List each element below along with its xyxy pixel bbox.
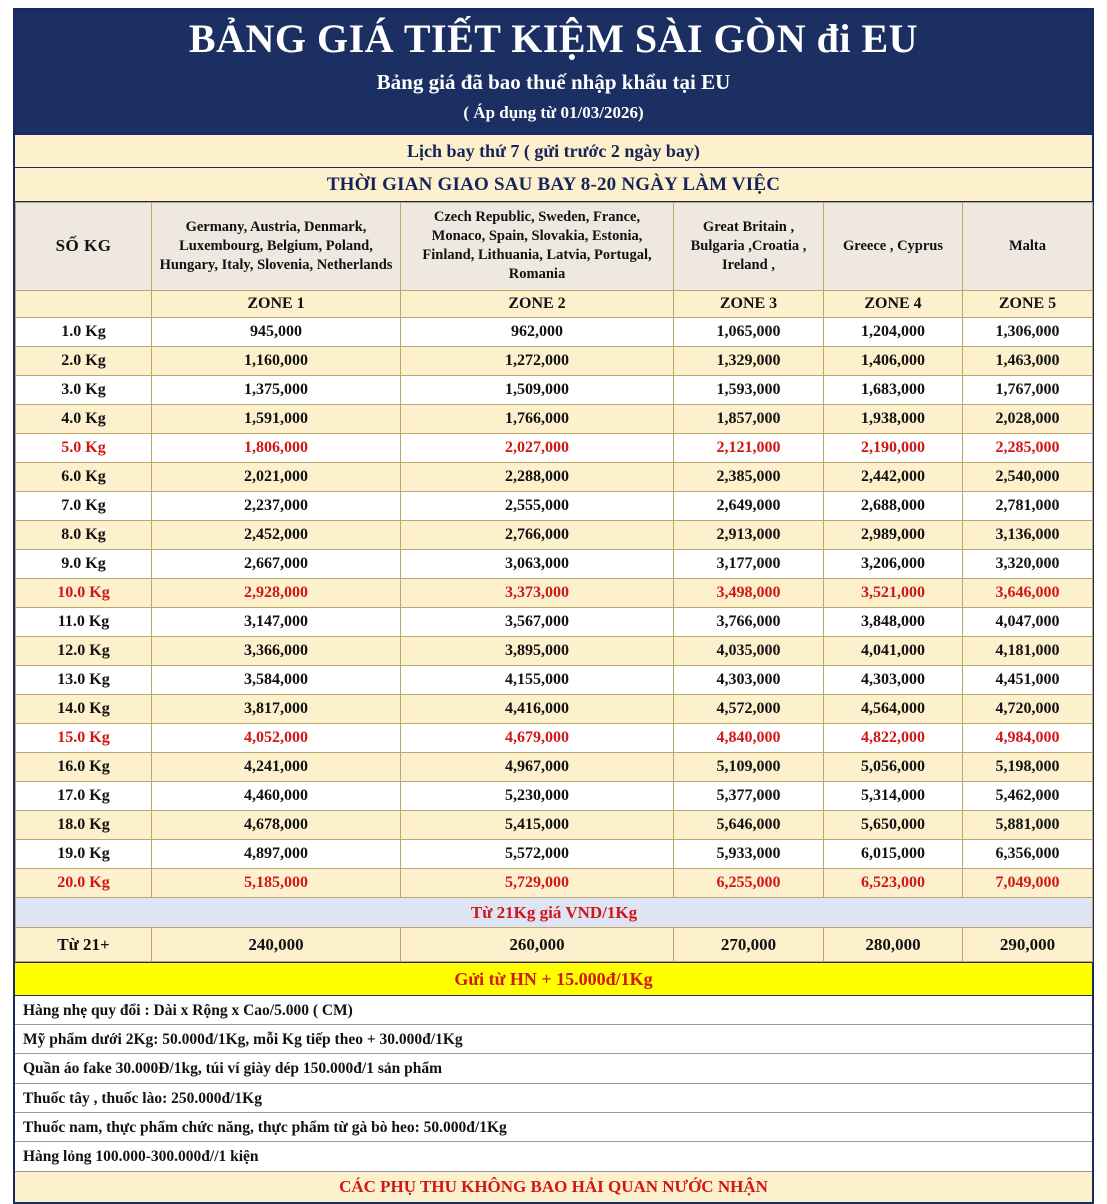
row-zone3: 5,933,000 xyxy=(674,839,824,868)
row-kg: 6.0 Kg xyxy=(16,462,152,491)
row-kg: 18.0 Kg xyxy=(16,810,152,839)
table-header-row xyxy=(16,203,1093,291)
row-kg: 2.0 Kg xyxy=(16,346,152,375)
row-zone3: 1,593,000 xyxy=(674,375,824,404)
list-item: Hàng lỏng 100.000-300.000đ//1 kiện xyxy=(15,1142,1092,1171)
row-kg: 5.0 Kg xyxy=(16,433,152,462)
table-row xyxy=(16,868,1093,897)
row-zone1: 2,928,000 xyxy=(152,578,401,607)
zone-1-countries: Germany, Austria, Denmark, Luxembourg, Belgium, Poland, Hungary, Italy, Slovenia, Netherlands xyxy=(152,203,401,291)
row-zone2: 1,272,000 xyxy=(401,346,674,375)
over-21kg-price-row xyxy=(16,927,1093,961)
row-zone2: 5,415,000 xyxy=(401,810,674,839)
table-row xyxy=(16,549,1093,578)
flight-schedule-note: Lịch bay thứ 7 ( gửi trước 2 ngày bay) xyxy=(15,135,1092,168)
row-zone1: 2,237,000 xyxy=(152,491,401,520)
row-zone1: 4,460,000 xyxy=(152,781,401,810)
row-zone5: 4,181,000 xyxy=(963,636,1093,665)
row-zone5: 4,451,000 xyxy=(963,665,1093,694)
row-zone3: 1,857,000 xyxy=(674,404,824,433)
over-21kg-zone5: 290,000 xyxy=(963,927,1093,961)
row-kg: 19.0 Kg xyxy=(16,839,152,868)
customs-footer-note: CÁC PHỤ THU KHÔNG BAO HẢI QUAN NƯỚC NHẬN xyxy=(15,1172,1092,1202)
table-row xyxy=(16,462,1093,491)
table-row xyxy=(16,810,1093,839)
row-zone4: 4,303,000 xyxy=(824,665,963,694)
table-row xyxy=(16,839,1093,868)
row-kg: 20.0 Kg xyxy=(16,868,152,897)
row-zone5: 3,320,000 xyxy=(963,549,1093,578)
row-zone5: 7,049,000 xyxy=(963,868,1093,897)
hanoi-surcharge-note: Gửi từ HN + 15.000đ/1Kg xyxy=(15,962,1092,996)
table-row xyxy=(16,404,1093,433)
zone-5-label: ZONE 5 xyxy=(963,290,1093,317)
table-row xyxy=(16,578,1093,607)
table-row xyxy=(16,752,1093,781)
over-21kg-note-row xyxy=(16,897,1093,927)
list-item: Mỹ phẩm dưới 2Kg: 50.000đ/1Kg, mỗi Kg tiếp theo + 30.000đ/1Kg xyxy=(15,1025,1092,1054)
row-kg: 12.0 Kg xyxy=(16,636,152,665)
list-item: Thuốc tây , thuốc lào: 250.000đ/1Kg xyxy=(15,1084,1092,1113)
row-zone5: 2,028,000 xyxy=(963,404,1093,433)
row-zone3: 2,121,000 xyxy=(674,433,824,462)
row-zone1: 3,584,000 xyxy=(152,665,401,694)
zone-label-row xyxy=(16,290,1093,317)
row-zone5: 1,463,000 xyxy=(963,346,1093,375)
row-zone1: 5,185,000 xyxy=(152,868,401,897)
notes-list xyxy=(15,996,1092,1172)
row-zone4: 5,314,000 xyxy=(824,781,963,810)
row-zone2: 4,155,000 xyxy=(401,665,674,694)
zone-1-label: ZONE 1 xyxy=(152,290,401,317)
page-subtitle: Bảng giá đã bao thuế nhập khẩu tại EU xyxy=(376,70,731,94)
zone-3-label: ZONE 3 xyxy=(674,290,824,317)
row-zone5: 2,285,000 xyxy=(963,433,1093,462)
row-zone1: 1,160,000 xyxy=(152,346,401,375)
row-zone3: 4,840,000 xyxy=(674,723,824,752)
table-row xyxy=(16,375,1093,404)
row-zone3: 6,255,000 xyxy=(674,868,824,897)
over-21kg-note: Từ 21Kg giá VND/1Kg xyxy=(16,897,1093,927)
table-row xyxy=(16,317,1093,346)
row-kg: 14.0 Kg xyxy=(16,694,152,723)
row-zone5: 5,881,000 xyxy=(963,810,1093,839)
list-item: Hàng nhẹ quy đổi : Dài x Rộng x Cao/5.000 ( CM) xyxy=(15,996,1092,1025)
row-kg: 13.0 Kg xyxy=(16,665,152,694)
row-zone3: 5,377,000 xyxy=(674,781,824,810)
row-zone2: 2,555,000 xyxy=(401,491,674,520)
row-zone5: 3,646,000 xyxy=(963,578,1093,607)
row-zone2: 5,572,000 xyxy=(401,839,674,868)
row-zone3: 5,109,000 xyxy=(674,752,824,781)
row-zone5: 4,720,000 xyxy=(963,694,1093,723)
apply-date: ( Áp dụng từ 01/03/2026) xyxy=(463,103,644,123)
row-zone1: 1,806,000 xyxy=(152,433,401,462)
row-zone5: 4,047,000 xyxy=(963,607,1093,636)
row-kg: 3.0 Kg xyxy=(16,375,152,404)
row-zone1: 3,147,000 xyxy=(152,607,401,636)
row-zone2: 4,416,000 xyxy=(401,694,674,723)
over-21kg-zone3: 270,000 xyxy=(674,927,824,961)
zone-3-countries: Great Britain , Bulgaria ,Croatia , Ireland , xyxy=(674,203,824,291)
row-zone5: 2,540,000 xyxy=(963,462,1093,491)
row-zone4: 3,521,000 xyxy=(824,578,963,607)
row-kg: 11.0 Kg xyxy=(16,607,152,636)
row-zone5: 5,198,000 xyxy=(963,752,1093,781)
row-zone5: 4,984,000 xyxy=(963,723,1093,752)
row-kg: 8.0 Kg xyxy=(16,520,152,549)
row-zone2: 5,230,000 xyxy=(401,781,674,810)
row-zone5: 3,136,000 xyxy=(963,520,1093,549)
over-21kg-zone1: 240,000 xyxy=(152,927,401,961)
row-zone3: 1,329,000 xyxy=(674,346,824,375)
row-zone4: 5,650,000 xyxy=(824,810,963,839)
table-row xyxy=(16,491,1093,520)
row-zone5: 2,781,000 xyxy=(963,491,1093,520)
row-zone4: 2,688,000 xyxy=(824,491,963,520)
row-zone2: 962,000 xyxy=(401,317,674,346)
table-row xyxy=(16,346,1093,375)
header-banner xyxy=(15,10,1092,135)
over-21kg-zone4: 280,000 xyxy=(824,927,963,961)
zone-4-label: ZONE 4 xyxy=(824,290,963,317)
row-zone3: 2,649,000 xyxy=(674,491,824,520)
row-zone4: 6,523,000 xyxy=(824,868,963,897)
row-zone3: 5,646,000 xyxy=(674,810,824,839)
row-zone3: 2,913,000 xyxy=(674,520,824,549)
price-sheet xyxy=(13,8,1094,1204)
row-kg: 7.0 Kg xyxy=(16,491,152,520)
row-zone4: 2,190,000 xyxy=(824,433,963,462)
delivery-time-note: THỜI GIAN GIAO SAU BAY 8-20 NGÀY LÀM VIỆC xyxy=(15,168,1092,202)
row-zone2: 5,729,000 xyxy=(401,868,674,897)
row-zone3: 4,035,000 xyxy=(674,636,824,665)
row-zone2: 1,509,000 xyxy=(401,375,674,404)
table-row xyxy=(16,694,1093,723)
row-zone5: 6,356,000 xyxy=(963,839,1093,868)
row-zone3: 3,766,000 xyxy=(674,607,824,636)
zone-4-countries: Greece , Cyprus xyxy=(824,203,963,291)
row-zone1: 4,052,000 xyxy=(152,723,401,752)
table-row xyxy=(16,665,1093,694)
row-zone1: 4,897,000 xyxy=(152,839,401,868)
row-zone4: 3,206,000 xyxy=(824,549,963,578)
row-zone1: 1,375,000 xyxy=(152,375,401,404)
row-kg: 15.0 Kg xyxy=(16,723,152,752)
row-zone4: 1,683,000 xyxy=(824,375,963,404)
row-zone3: 3,498,000 xyxy=(674,578,824,607)
row-zone4: 2,442,000 xyxy=(824,462,963,491)
row-zone4: 5,056,000 xyxy=(824,752,963,781)
table-row xyxy=(16,781,1093,810)
row-kg: 9.0 Kg xyxy=(16,549,152,578)
row-zone1: 3,817,000 xyxy=(152,694,401,723)
row-zone1: 3,366,000 xyxy=(152,636,401,665)
row-kg: 1.0 Kg xyxy=(16,317,152,346)
row-zone4: 1,204,000 xyxy=(824,317,963,346)
row-zone3: 1,065,000 xyxy=(674,317,824,346)
row-zone2: 3,063,000 xyxy=(401,549,674,578)
price-table xyxy=(15,202,1093,962)
row-zone2: 4,679,000 xyxy=(401,723,674,752)
list-item: Thuốc nam, thực phẩm chức năng, thực phẩm từ gà bò heo: 50.000đ/1Kg xyxy=(15,1113,1092,1142)
row-zone4: 3,848,000 xyxy=(824,607,963,636)
row-kg: 4.0 Kg xyxy=(16,404,152,433)
row-zone4: 2,989,000 xyxy=(824,520,963,549)
row-zone1: 2,452,000 xyxy=(152,520,401,549)
table-row xyxy=(16,433,1093,462)
row-zone4: 4,564,000 xyxy=(824,694,963,723)
row-zone4: 4,041,000 xyxy=(824,636,963,665)
row-zone4: 6,015,000 xyxy=(824,839,963,868)
zone-5-countries: Malta xyxy=(963,203,1093,291)
row-zone1: 2,021,000 xyxy=(152,462,401,491)
over-21kg-zone2: 260,000 xyxy=(401,927,674,961)
row-zone2: 3,567,000 xyxy=(401,607,674,636)
kg-column-header: SỐ KG xyxy=(16,203,152,291)
row-zone1: 1,591,000 xyxy=(152,404,401,433)
zone-2-countries: Czech Republic, Sweden, France, Monaco, Spain, Slovakia, Estonia, Finland, Lithuania, Latvia, Portugal, Romania xyxy=(401,203,674,291)
row-zone3: 2,385,000 xyxy=(674,462,824,491)
row-zone3: 3,177,000 xyxy=(674,549,824,578)
row-zone2: 2,027,000 xyxy=(401,433,674,462)
list-item: Quần áo fake 30.000Đ/1kg, túi ví giày dép 150.000đ/1 sản phẩm xyxy=(15,1054,1092,1083)
row-zone4: 1,406,000 xyxy=(824,346,963,375)
page-title: BẢNG GIÁ TIẾT KIỆM SÀI GÒN đi EU xyxy=(188,16,919,61)
row-zone1: 945,000 xyxy=(152,317,401,346)
row-zone5: 1,306,000 xyxy=(963,317,1093,346)
row-kg: 10.0 Kg xyxy=(16,578,152,607)
row-zone5: 1,767,000 xyxy=(963,375,1093,404)
row-zone3: 4,572,000 xyxy=(674,694,824,723)
row-zone1: 4,241,000 xyxy=(152,752,401,781)
table-row xyxy=(16,607,1093,636)
row-zone5: 5,462,000 xyxy=(963,781,1093,810)
row-zone1: 2,667,000 xyxy=(152,549,401,578)
row-zone2: 2,288,000 xyxy=(401,462,674,491)
table-row xyxy=(16,520,1093,549)
row-zone3: 4,303,000 xyxy=(674,665,824,694)
row-zone2: 4,967,000 xyxy=(401,752,674,781)
table-row xyxy=(16,723,1093,752)
row-zone1: 4,678,000 xyxy=(152,810,401,839)
table-row xyxy=(16,636,1093,665)
row-kg: 17.0 Kg xyxy=(16,781,152,810)
row-zone4: 4,822,000 xyxy=(824,723,963,752)
zone-2-label: ZONE 2 xyxy=(401,290,674,317)
row-zone2: 1,766,000 xyxy=(401,404,674,433)
zone-label-empty xyxy=(16,290,152,317)
row-zone4: 1,938,000 xyxy=(824,404,963,433)
row-kg: 16.0 Kg xyxy=(16,752,152,781)
row-zone2: 3,895,000 xyxy=(401,636,674,665)
over-21kg-label: Từ 21+ xyxy=(16,927,152,961)
row-zone2: 2,766,000 xyxy=(401,520,674,549)
row-zone2: 3,373,000 xyxy=(401,578,674,607)
